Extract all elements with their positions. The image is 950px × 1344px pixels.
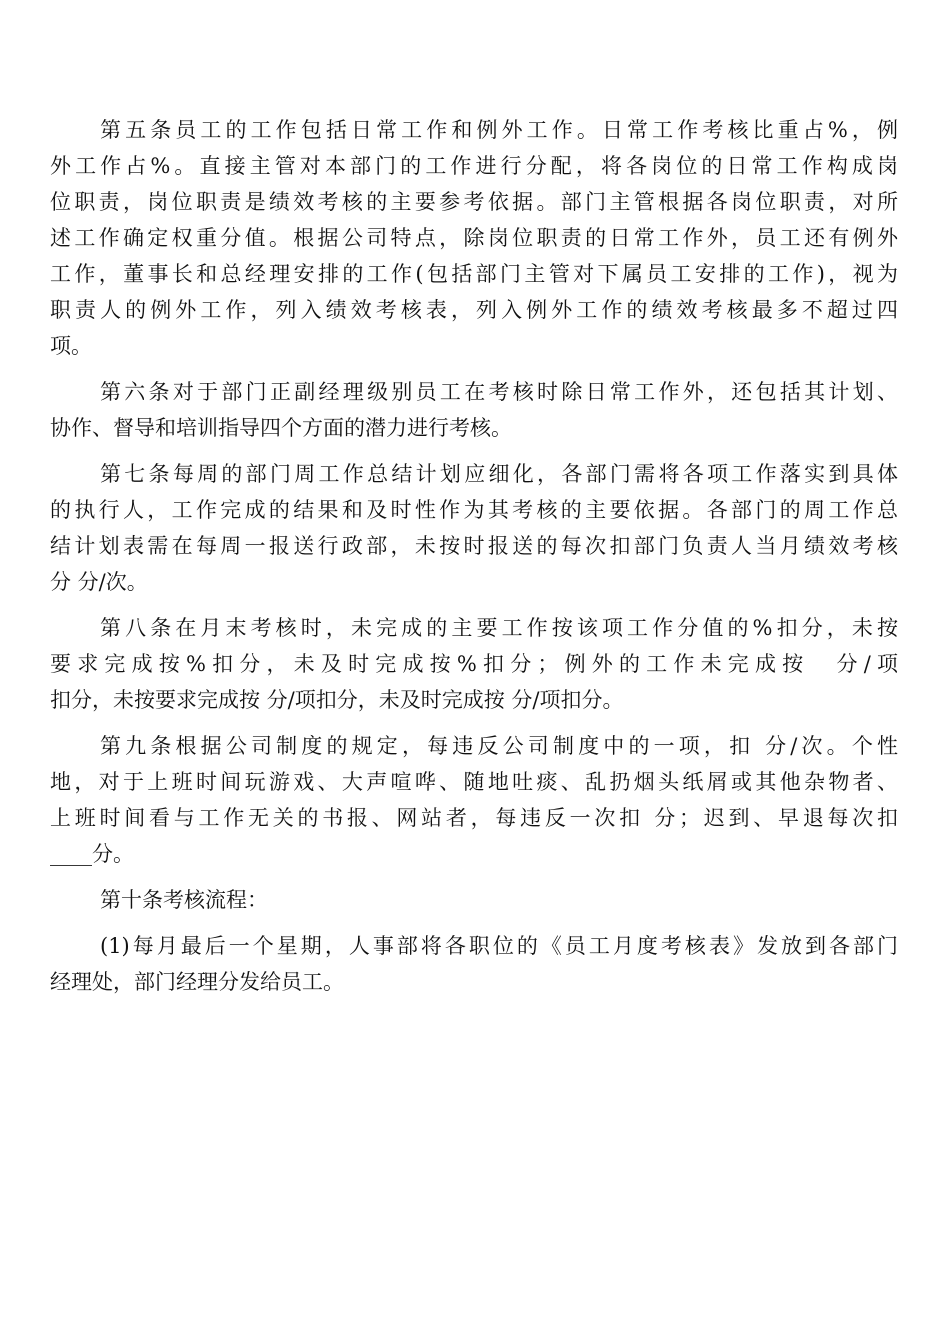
text-line: 经理处，部门经理分发给员工。 — [50, 970, 344, 994]
text-line: 的执行人，工作完成的结果和及时性作为其考核的主要依据。各部门的周工作总 — [50, 498, 898, 522]
text-line: 第七条每周的部门周工作总结计划应细化，各部门需将各项工作落实到具体 — [100, 462, 898, 486]
text-line: 位职责，岗位职责是绩效考核的主要参考依据。部门主管根据各岗位职责，对所 — [50, 190, 898, 214]
text-line: (1)每月最后一个星期，人事部将各职位的《员工月度考核表》发放到各部门 — [100, 934, 898, 958]
text-line: 第六条对于部门正副经理级别员工在考核时除日常工作外，还包括其计划、 — [100, 380, 898, 404]
text-line: 分 分/次。 — [50, 570, 148, 594]
text-line: 工作，董事长和总经理安排的工作(包括部门主管对下属员工安排的工作)，视为 — [50, 262, 898, 286]
document-page — [50, 112, 898, 1010]
text-line: 上班时间看与工作无关的书报、网站者，每违反一次扣 分；迟到、早退每次扣 — [50, 806, 898, 830]
text-line: 地，对于上班时间玩游戏、大声喧哗、随地吐痰、乱扔烟头纸屑或其他杂物者、 — [50, 770, 898, 794]
text-line: ____分。 — [50, 842, 134, 866]
paragraph-article-9 — [50, 728, 898, 872]
text-line: 职责人的例外工作，列入绩效考核表，列入例外工作的绩效考核最多不超过四 — [50, 298, 898, 322]
text-line: 第十条考核流程： — [100, 888, 268, 912]
text-line: 第八条在月末考核时，未完成的主要工作按该项工作分值的%扣分，未按 — [100, 616, 898, 640]
text-line: 外工作占%。直接主管对本部门的工作进行分配，将各岗位的日常工作构成岗 — [50, 154, 898, 178]
paragraph-article-6 — [50, 374, 898, 446]
text-line: 协作、督导和培训指导四个方面的潜力进行考核。 — [50, 416, 512, 440]
paragraph-article-8 — [50, 610, 898, 718]
text-line: 第五条员工的工作包括日常工作和例外工作。日常工作考核比重占%，例 — [100, 118, 898, 142]
text-line: 结计划表需在每周一报送行政部，未按时报送的每次扣部门负责人当月绩效考核 — [50, 534, 898, 558]
text-line: 述工作确定权重分值。根据公司特点，除岗位职责的日常工作外，员工还有例外 — [50, 226, 898, 250]
text-line: 扣分，未按要求完成按 分/项扣分，未及时完成按 分/项扣分。 — [50, 688, 624, 712]
text-line: 项。 — [50, 334, 92, 358]
paragraph-article-5 — [50, 112, 898, 364]
text-line: 第九条根据公司制度的规定，每违反公司制度中的一项，扣 分/次。个性 — [100, 734, 898, 758]
paragraph-article-7 — [50, 456, 898, 600]
paragraph-article-10-step-1 — [50, 928, 898, 1000]
text-line: 要求完成按%扣分，未及时完成按%扣分；例外的工作未完成按 分/项 — [50, 652, 898, 676]
paragraph-article-10 — [50, 882, 898, 918]
